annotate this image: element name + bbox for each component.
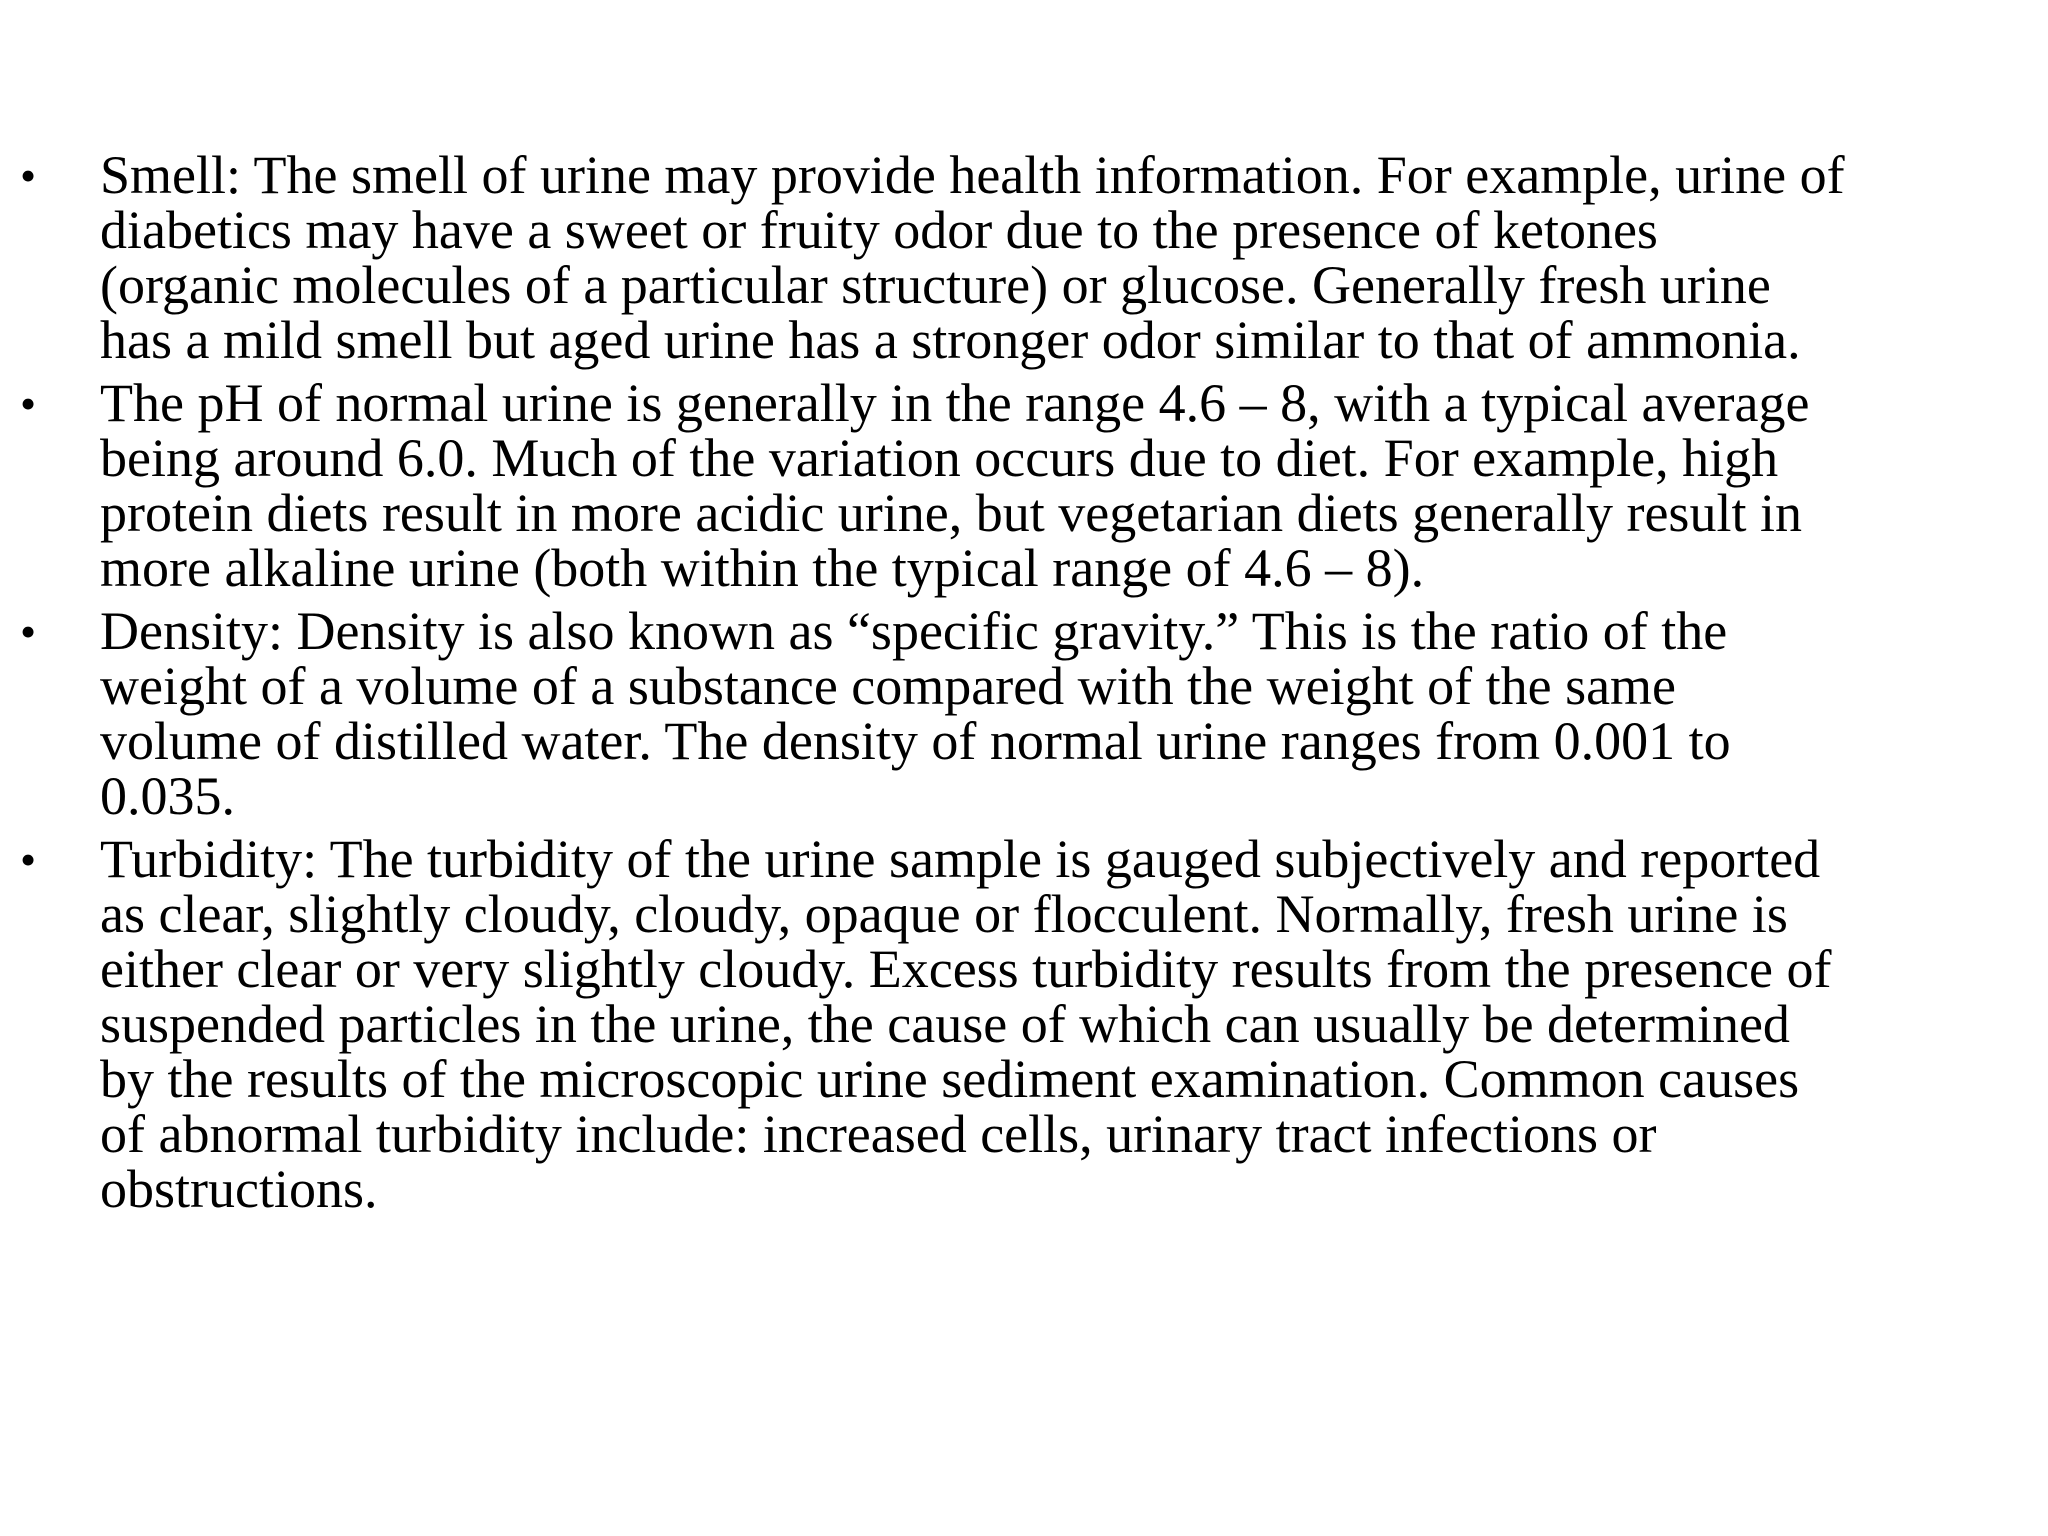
bullet-marker: • (20, 378, 37, 429)
bullet-item-ph (20, 373, 1850, 598)
bullet-marker: • (20, 606, 37, 657)
bullet-item-turbidity (20, 829, 1850, 1219)
bullet-text-smell: Smell: The smell of urine may provide health information. For example, urine of diabetics may have a sweet or fruity odor due to the presence of ketones (organic molecules of a particular structure) or glucose. Generally fresh urine has a mild smell but aged urine has a stronger odor similar to that of ammonia. (100, 145, 1845, 370)
bullet-text-turbidity: Turbidity: The turbidity of the urine sample is gauged subjectively and reported as clear, slightly cloudy, cloudy, opaque or flocculent. Normally, fresh urine is either clear or very slightly cloudy. Excess turbidity results from the presence of suspended particles in the urine, the cause of which can usually be determined by the results of the microscopic urine sediment examination. Common causes of abnormal turbidity include: increased cells, urinary tract infections or obstructions. (100, 829, 1832, 1219)
bullet-list (20, 145, 1850, 1225)
bullet-text-ph: The pH of normal urine is generally in the range 4.6 – 8, with a typical average being around 6.0. Much of the variation occurs due to diet. For example, high protein diets result in more acidic urine, but vegetarian diets generally result in more alkaline urine (both within the typical range of 4.6 – 8). (100, 373, 1810, 598)
bullet-item-density (20, 601, 1850, 826)
bullet-text-density: Density: Density is also known as “specific gravity.” This is the ratio of the weight of a volume of a substance compared with the weight of the same volume of distilled water. The density of normal urine ranges from 0.001 to 0.035. (100, 601, 1731, 826)
bullet-marker: • (20, 150, 37, 201)
bullet-marker: • (20, 834, 37, 885)
bullet-item-smell (20, 145, 1850, 370)
